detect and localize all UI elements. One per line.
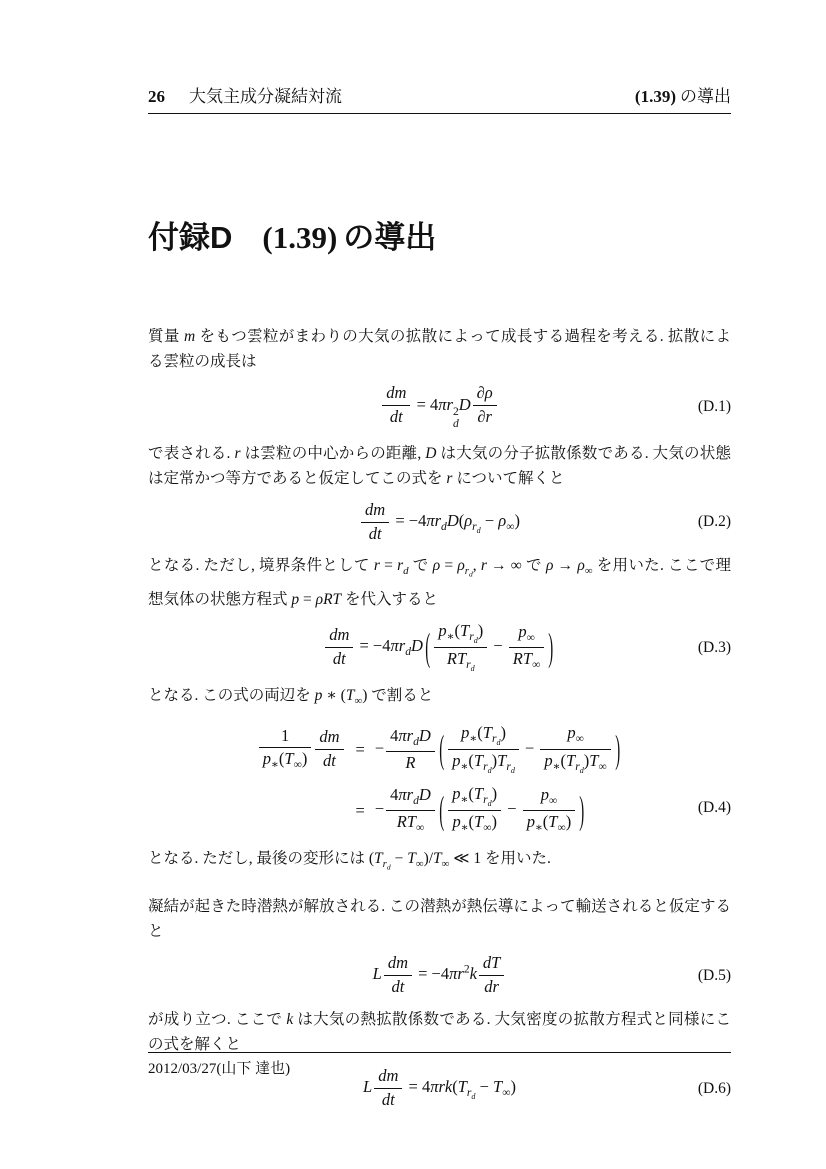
close-paren: ): [579, 787, 585, 832]
paragraph: で表される. r は雲粒の中心からの距離, D は大気の分子拡散係数である. 大気の状態は定常かつ等方であると仮定してこの式を r について解くと: [148, 444, 731, 487]
paragraph: 凝結が起きた時潜熱が解放される. この潜熱が熱伝導によって輸送されると仮定すると: [148, 898, 731, 941]
equation: [148, 501, 731, 544]
page-number: 26: [148, 87, 165, 106]
equation: [148, 622, 731, 673]
paragraph: 質量 m をもつ雲粒がまわりの大気の拡散によって成長する過程を考える. 拡散による雲粒の成長は: [148, 328, 731, 371]
running-header: [148, 86, 731, 114]
equation-body: $\frac{dm}{dt}$ = 4πr 2 d D $\frac{\partial\rho}{\partial r}$: [380, 395, 498, 414]
equation-number: (D.2): [697, 513, 731, 530]
paragraph: となる. この式の両辺を p ∗ $(T_\infty)$ で割ると: [148, 687, 434, 707]
appendix-title-prefix: 付録D: [148, 220, 233, 255]
open-paren: (: [439, 787, 445, 832]
equation-number: (D.4): [697, 798, 731, 816]
equation-number: (D.1): [697, 398, 731, 416]
header-right-title: の導出: [680, 87, 731, 106]
equation-number: (D.5): [697, 966, 731, 984]
open-paren: (: [425, 624, 431, 669]
equation: $\frac{1}{p_∗(T_\infty)}$ $\frac{dm}{dt}$ = − $\frac{4\pi r_dD}{R}$ ( $\frac{p_∗(T_{r_d})}{p_∗(T_{r_d})T_{r_d}}$ − $\frac{p_\infty}{p_∗(T_{r_d})T_\infty}$ ) = − $\frac{4\pi r_dD}{RT_\infty}$ ( $\frac{p_∗(T_{r_d})}{p_∗(T_\infty)}$ − $\frac{p_\infty}{p_∗(T_\infty)}$ ) (D.4): [148, 724, 731, 836]
equation-body: L $\frac{dm}{dt}$ = $-4\pi r^2k$ $\frac{dT}{dr}$: [373, 964, 507, 983]
header-left-title: 大気主成分凝結対流: [189, 87, 342, 106]
equation-body: L $\frac{dm}{dt}$ = $4\pi rk(T_{r_d} - T_\infty)$: [363, 1066, 516, 1110]
close-paren: ): [548, 624, 554, 669]
paragraph: となる. ただし, 最後の変形には $(T_{r_d} - T_\infty)/T_\infty$ ≪ 1 を用いた.: [148, 849, 551, 872]
open-paren: (: [439, 726, 445, 771]
paragraph: となる. ただし, 境界条件として $r = r_d$ で $\rho = \rho_{r_d}$, r → ∞ で $\rho \to \rho_\infty$ を用いた. ここで理想気体の状態方程式 p = ρRT を代入すると: [148, 557, 731, 608]
appendix-title-suffix: の導出: [343, 220, 437, 255]
page-footer: [148, 1052, 731, 1078]
close-paren: ): [614, 726, 620, 771]
header-chapter-number: (1.39): [634, 87, 676, 106]
equation-body: $\frac{dm}{dt}$ = $-4\pi r_dD$ ( $\frac{p_∗(T_{r_d})}{RT_{r_d}}$ − $\frac{p_\infty}{RT_\infty}$ ): [323, 636, 556, 655]
equation-body: $\frac{dm}{dt}$ = $-4\pi r_dD(\rho_{r_d} - \rho_\infty)$: [359, 511, 520, 530]
equation: [148, 954, 731, 997]
equation-number: (D.6): [697, 1079, 731, 1097]
appendix-title-number: (1.39): [262, 220, 338, 255]
document-body: [148, 324, 731, 1110]
footer-text: 2012/03/27(山下 達也): [148, 1061, 291, 1077]
appendix-title: [148, 218, 731, 258]
equation: [148, 384, 731, 430]
header-right: [635, 86, 731, 108]
paragraph: が成り立つ. ここで k は大気の熱拡散係数である. 大気密度の拡散方程式と同様にこの式を解くと: [148, 1011, 731, 1054]
equation-number: (D.3): [697, 638, 731, 656]
